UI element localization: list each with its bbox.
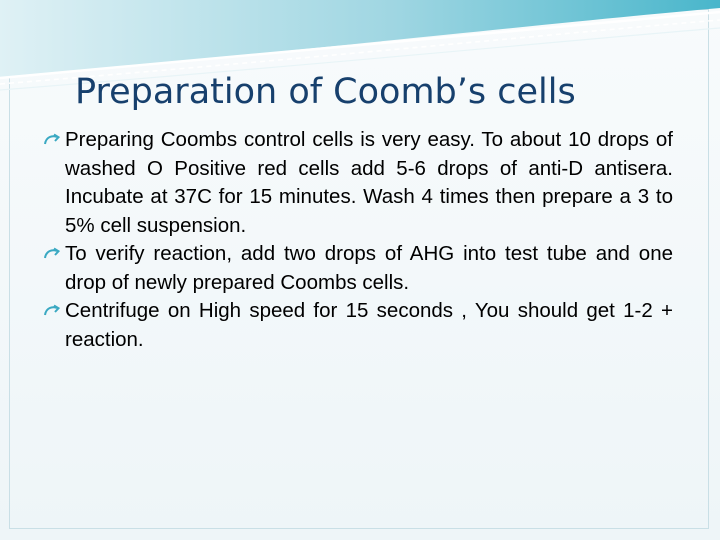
bullet-list: [43, 126, 673, 354]
curved-arrow-bullet-icon: [43, 247, 61, 261]
curved-arrow-bullet-icon: [43, 304, 61, 318]
bullet-text: To verify reaction, add two drops of AHG into test tube and one drop of newly prepared Coombs cells.: [65, 242, 673, 294]
curved-arrow-bullet-icon: [43, 133, 61, 147]
slide-title: Preparation of Coomb’s cells: [75, 72, 576, 112]
bullet-item-centrifuge: [43, 297, 673, 354]
bullet-item-preparation: [43, 126, 673, 240]
bullet-item-verify: [43, 240, 673, 297]
bullet-text: Preparing Coombs control cells is very easy. To about 10 drops of washed O Positive red cells add 5-6 drops of anti-D antisera. Incubate at 37C for 15 minutes. Wash 4 times then prepare a 3 to 5% cell suspension.: [65, 128, 673, 237]
bullet-text: Centrifuge on High speed for 15 seconds , You should get 1-2 + reaction.: [65, 299, 673, 351]
